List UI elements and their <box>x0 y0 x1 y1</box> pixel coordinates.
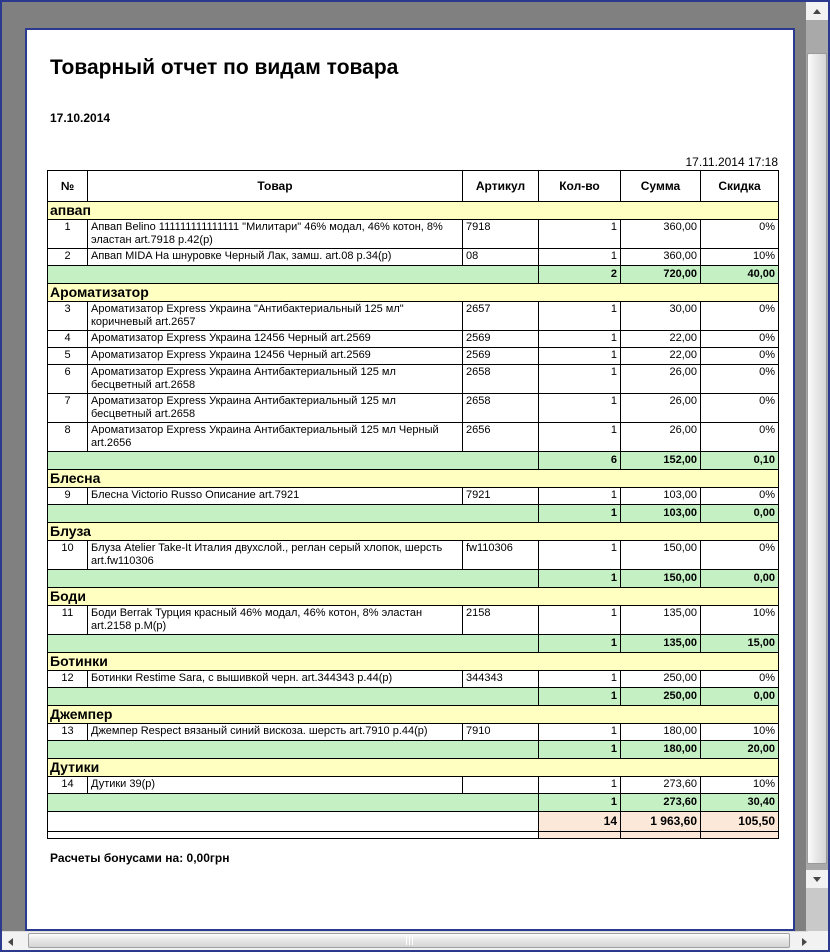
sku-cell: 08 <box>463 249 539 266</box>
row-number-cell: 12 <box>48 671 88 688</box>
horizontal-scroll-thumb[interactable] <box>28 933 790 948</box>
group-subtotal-row <box>48 266 779 284</box>
footer-note: Расчеты бонусами на: 0,00грн <box>50 851 230 865</box>
grand-total-pad-cell <box>621 832 701 839</box>
table-row <box>48 302 779 331</box>
table-row <box>48 348 779 365</box>
row-number-cell: 3 <box>48 302 88 331</box>
discount-cell: 0% <box>701 671 779 688</box>
subtotal-discount-cell: 15,00 <box>701 635 779 653</box>
row-number-cell: 10 <box>48 541 88 570</box>
qty-cell: 1 <box>539 541 621 570</box>
arrow-left-icon <box>8 938 13 946</box>
horizontal-scrollbar[interactable] <box>2 931 812 950</box>
scrollbar-corner <box>808 931 828 950</box>
sku-cell: 7918 <box>463 220 539 249</box>
sum-cell: 360,00 <box>621 249 701 266</box>
group-subtotal-row <box>48 741 779 759</box>
group-name-cell: Ароматизатор <box>48 284 779 302</box>
column-header: Скидка <box>701 171 779 202</box>
report-title: Товарный отчет по видам товара <box>50 56 399 79</box>
column-header: Кол-во <box>539 171 621 202</box>
grand-total-pad-cell <box>539 832 621 839</box>
row-number-cell: 11 <box>48 606 88 635</box>
subtotal-discount-cell: 0,00 <box>701 570 779 588</box>
discount-cell: 0% <box>701 423 779 452</box>
subtotal-sum-cell: 273,60 <box>621 794 701 812</box>
subtotal-spacer-cell <box>48 741 539 759</box>
row-number-cell: 14 <box>48 777 88 794</box>
discount-cell: 0% <box>701 394 779 423</box>
scrollbar-gutter <box>806 888 828 931</box>
qty-cell: 1 <box>539 348 621 365</box>
grand-total-spacer-cell <box>48 812 539 832</box>
table-row <box>48 488 779 505</box>
discount-cell: 0% <box>701 541 779 570</box>
subtotal-sum-cell: 135,00 <box>621 635 701 653</box>
group-row <box>48 523 779 541</box>
arrow-down-icon <box>813 877 821 882</box>
arrow-right-icon <box>802 938 807 946</box>
grand-total-sum-cell: 1 963,60 <box>621 812 701 832</box>
sku-cell <box>463 777 539 794</box>
product-cell: Дутики 39(р) <box>88 777 463 794</box>
group-name-cell: апвап <box>48 202 779 220</box>
sku-cell: 7910 <box>463 724 539 741</box>
subtotal-qty-cell: 6 <box>539 452 621 470</box>
subtotal-qty-cell: 2 <box>539 266 621 284</box>
sum-cell: 360,00 <box>621 220 701 249</box>
subtotal-qty-cell: 1 <box>539 505 621 523</box>
scroll-down-button[interactable] <box>806 870 828 888</box>
group-subtotal-row <box>48 505 779 523</box>
subtotal-qty-cell: 1 <box>539 741 621 759</box>
sum-cell: 103,00 <box>621 488 701 505</box>
product-cell: Ароматизатор Express Украина Антибактериальный 125 мл бесцветный art.2658 <box>88 365 463 394</box>
group-row <box>48 588 779 606</box>
sku-cell: 2569 <box>463 348 539 365</box>
sum-cell: 26,00 <box>621 365 701 394</box>
group-row <box>48 653 779 671</box>
discount-cell: 10% <box>701 249 779 266</box>
sum-cell: 180,00 <box>621 724 701 741</box>
printed-at-timestamp: 17.11.2014 17:18 <box>685 155 778 169</box>
subtotal-sum-cell: 152,00 <box>621 452 701 470</box>
sku-cell: 344343 <box>463 671 539 688</box>
discount-cell: 10% <box>701 606 779 635</box>
group-name-cell: Дутики <box>48 759 779 777</box>
table-row <box>48 671 779 688</box>
sku-cell: fw110306 <box>463 541 539 570</box>
product-cell: Ботинки Restime Sara, с вышивкой черн. art.344343 р.44(р) <box>88 671 463 688</box>
row-number-cell: 6 <box>48 365 88 394</box>
discount-cell: 0% <box>701 488 779 505</box>
sku-cell: 2658 <box>463 365 539 394</box>
table-row <box>48 423 779 452</box>
product-cell: Ароматизатор Express Украина Антибактериальный 125 мл бесцветный art.2658 <box>88 394 463 423</box>
qty-cell: 1 <box>539 394 621 423</box>
sum-cell: 26,00 <box>621 423 701 452</box>
group-name-cell: Блуза <box>48 523 779 541</box>
table-header <box>48 171 779 202</box>
sku-cell: 7921 <box>463 488 539 505</box>
discount-cell: 10% <box>701 724 779 741</box>
sum-cell: 26,00 <box>621 394 701 423</box>
subtotal-qty-cell: 1 <box>539 688 621 706</box>
subtotal-sum-cell: 180,00 <box>621 741 701 759</box>
grand-total-qty-cell: 14 <box>539 812 621 832</box>
sku-cell: 2656 <box>463 423 539 452</box>
product-cell: Ароматизатор Express Украина Антибактериальный 125 мл Черный art.2656 <box>88 423 463 452</box>
group-subtotal-row <box>48 635 779 653</box>
sum-cell: 30,00 <box>621 302 701 331</box>
sum-cell: 22,00 <box>621 331 701 348</box>
column-header: Артикул <box>463 171 539 202</box>
subtotal-spacer-cell <box>48 570 539 588</box>
group-row <box>48 759 779 777</box>
column-header: № <box>48 171 88 202</box>
subtotal-sum-cell: 250,00 <box>621 688 701 706</box>
subtotal-qty-cell: 1 <box>539 635 621 653</box>
table-row <box>48 394 779 423</box>
table-row <box>48 724 779 741</box>
qty-cell: 1 <box>539 671 621 688</box>
table-row <box>48 606 779 635</box>
qty-cell: 1 <box>539 488 621 505</box>
sum-cell: 150,00 <box>621 541 701 570</box>
discount-cell: 0% <box>701 331 779 348</box>
qty-cell: 1 <box>539 220 621 249</box>
thumb-grip-icon <box>406 936 413 945</box>
vertical-scroll-track[interactable] <box>806 20 828 870</box>
sku-cell: 2657 <box>463 302 539 331</box>
row-number-cell: 9 <box>48 488 88 505</box>
subtotal-sum-cell: 720,00 <box>621 266 701 284</box>
table-row <box>48 777 779 794</box>
qty-cell: 1 <box>539 302 621 331</box>
grand-total-row <box>48 812 779 832</box>
grand-total-discount-cell: 105,50 <box>701 812 779 832</box>
group-subtotal-row <box>48 452 779 470</box>
qty-cell: 1 <box>539 331 621 348</box>
grand-total-pad-row <box>48 832 779 839</box>
subtotal-discount-cell: 0,00 <box>701 688 779 706</box>
grand-total-pad-cell <box>701 832 779 839</box>
scroll-up-button[interactable] <box>806 2 828 20</box>
sku-cell: 2658 <box>463 394 539 423</box>
sum-cell: 22,00 <box>621 348 701 365</box>
group-name-cell: Джемпер <box>48 706 779 724</box>
product-cell: Боди Berrak Турция красный 46% модал, 46% котон, 8% эластан art.2158 р.M(р) <box>88 606 463 635</box>
row-number-cell: 8 <box>48 423 88 452</box>
column-header: Сумма <box>621 171 701 202</box>
sum-cell: 135,00 <box>621 606 701 635</box>
group-subtotal-row <box>48 570 779 588</box>
horizontal-scroll-track[interactable] <box>18 932 796 950</box>
table-row <box>48 220 779 249</box>
product-cell: Ароматизатор Express Украина 12456 Черный art.2569 <box>88 331 463 348</box>
discount-cell: 0% <box>701 220 779 249</box>
vertical-scroll-thumb[interactable] <box>807 53 827 864</box>
product-cell: Апвап Belino 111111111111111 "Милитари" 46% модал, 46% котон, 8% эластан art.7918 р.42(р) <box>88 220 463 249</box>
row-number-cell: 13 <box>48 724 88 741</box>
row-number-cell: 5 <box>48 348 88 365</box>
subtotal-discount-cell: 0,10 <box>701 452 779 470</box>
scroll-left-button[interactable] <box>2 932 18 951</box>
qty-cell: 1 <box>539 777 621 794</box>
table-row <box>48 365 779 394</box>
group-subtotal-row <box>48 688 779 706</box>
group-subtotal-row <box>48 794 779 812</box>
grand-total-pad-spacer <box>48 832 539 839</box>
subtotal-discount-cell: 0,00 <box>701 505 779 523</box>
subtotal-discount-cell: 30,40 <box>701 794 779 812</box>
discount-cell: 0% <box>701 365 779 394</box>
subtotal-discount-cell: 20,00 <box>701 741 779 759</box>
product-cell: Джемпер Respect вязаный синий вискоза. шерсть art.7910 р.44(р) <box>88 724 463 741</box>
group-name-cell: Ботинки <box>48 653 779 671</box>
table-header-row <box>48 171 779 202</box>
product-cell: Ароматизатор Express Украина 12456 Черный art.2569 <box>88 348 463 365</box>
qty-cell: 1 <box>539 249 621 266</box>
sum-cell: 250,00 <box>621 671 701 688</box>
subtotal-spacer-cell <box>48 635 539 653</box>
qty-cell: 1 <box>539 423 621 452</box>
subtotal-qty-cell: 1 <box>539 794 621 812</box>
group-row <box>48 706 779 724</box>
subtotal-spacer-cell <box>48 266 539 284</box>
product-cell: Блуза Atelier Take-It Италия двухслой., реглан серый хлопок, шерсть art.fw110306 <box>88 541 463 570</box>
report-page <box>25 28 795 931</box>
report-table <box>47 170 779 839</box>
table-row <box>48 249 779 266</box>
group-row <box>48 202 779 220</box>
row-number-cell: 4 <box>48 331 88 348</box>
subtotal-spacer-cell <box>48 688 539 706</box>
row-number-cell: 1 <box>48 220 88 249</box>
subtotal-spacer-cell <box>48 505 539 523</box>
subtotal-sum-cell: 150,00 <box>621 570 701 588</box>
product-cell: Ароматизатор Express Украина "Антибактериальный 125 мл" коричневый art.2657 <box>88 302 463 331</box>
table-row <box>48 541 779 570</box>
qty-cell: 1 <box>539 606 621 635</box>
product-cell: Блесна Victorio Russo Описание art.7921 <box>88 488 463 505</box>
sku-cell: 2158 <box>463 606 539 635</box>
subtotal-spacer-cell <box>48 452 539 470</box>
report-date: 17.10.2014 <box>50 111 111 125</box>
group-name-cell: Блесна <box>48 470 779 488</box>
arrow-up-icon <box>813 9 821 14</box>
subtotal-sum-cell: 103,00 <box>621 505 701 523</box>
qty-cell: 1 <box>539 365 621 394</box>
sku-cell: 2569 <box>463 331 539 348</box>
subtotal-discount-cell: 40,00 <box>701 266 779 284</box>
vertical-scrollbar[interactable] <box>806 2 828 888</box>
qty-cell: 1 <box>539 724 621 741</box>
product-cell: Апвап MIDA На шнуровке Черный Лак, замш. art.08 р.34(р) <box>88 249 463 266</box>
subtotal-qty-cell: 1 <box>539 570 621 588</box>
discount-cell: 0% <box>701 348 779 365</box>
sum-cell: 273,60 <box>621 777 701 794</box>
group-row <box>48 284 779 302</box>
discount-cell: 10% <box>701 777 779 794</box>
group-name-cell: Боди <box>48 588 779 606</box>
subtotal-spacer-cell <box>48 794 539 812</box>
row-number-cell: 7 <box>48 394 88 423</box>
table-row <box>48 331 779 348</box>
column-header: Товар <box>88 171 463 202</box>
row-number-cell: 2 <box>48 249 88 266</box>
group-row <box>48 470 779 488</box>
discount-cell: 0% <box>701 302 779 331</box>
